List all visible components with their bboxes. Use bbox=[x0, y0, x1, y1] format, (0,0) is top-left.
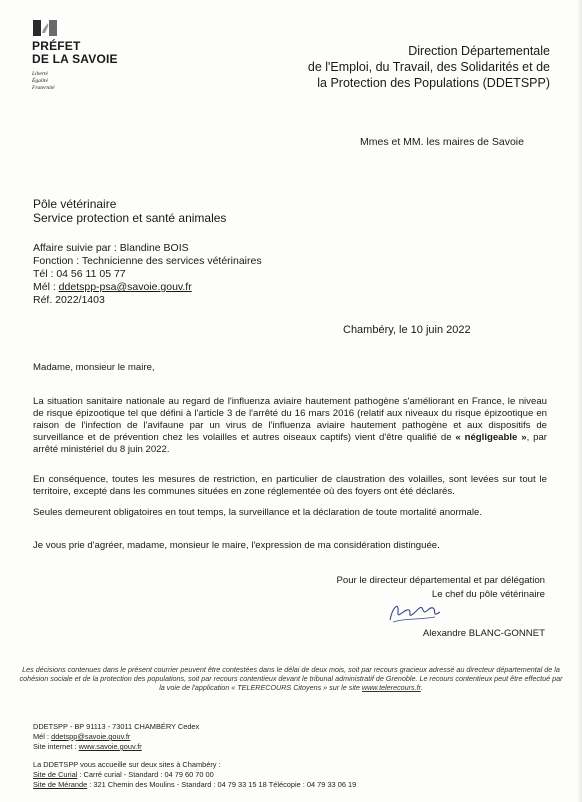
prefecture-line-2: DE LA SAVOIE bbox=[32, 52, 118, 66]
contact-followed-by: Affaire suivie par : Blandine BOIS bbox=[33, 242, 189, 254]
footer-site bbox=[33, 742, 142, 751]
direction-line-3: la Protection des Populations (DDETSPP) bbox=[317, 76, 550, 90]
footer-sites-intro: La DDETSPP vous accueille sur deux sites à Chambéry : bbox=[33, 760, 221, 769]
footer-site-link[interactable]: www.savoie.gouv.fr bbox=[78, 742, 142, 751]
motto-egalite: Égalité bbox=[32, 78, 48, 84]
direction-line-1: Direction Départementale bbox=[408, 44, 550, 58]
direction-line-2: de l'Emploi, du Travail, des Solidarités et de bbox=[307, 60, 550, 74]
motto-fraternite: Fraternité bbox=[32, 85, 55, 91]
footer-mel-label: Mél : bbox=[33, 732, 52, 741]
footer-mel-link[interactable]: ddetspp@savoie.gouv.fr bbox=[51, 732, 131, 741]
prefecture-line-1: PRÉFET bbox=[32, 39, 81, 53]
legal-notice-end: . bbox=[420, 683, 423, 692]
contact-email-label: Mél : bbox=[33, 281, 59, 293]
footer-site-label: Site internet : bbox=[33, 742, 79, 751]
contact-reference: Réf. 2022/1403 bbox=[33, 294, 105, 306]
paragraph-1-text: La situation sanitaire nationale au regard de l'influenza aviaire hautement pathogène s'améliorant en France, le niveau de risque épizootique tel que défini à l'article 3 de l'arrêté du 16 mars 2016 (relatif aux niveaux du risque épizootique en raison de l'infection de l'avifaune par un virus de l'influenza aviaire hautement pathogène et aux dispositifs de surveillance et de prévention chez les volailles et autres oiseaux captifs) vient d'être qualifié de bbox=[33, 396, 547, 443]
motto-liberte: Liberté bbox=[32, 71, 48, 77]
telerecours-link[interactable]: www.telerecours.fr bbox=[361, 683, 421, 692]
footer-merande-label: Site de Mérande bbox=[33, 780, 88, 789]
signature-line-2: Le chef du pôle vétérinaire bbox=[431, 589, 545, 600]
footer-curial-text: : Carré curial - Standard : 04 79 60 70 00 bbox=[77, 770, 214, 779]
legal-notice bbox=[16, 665, 566, 692]
contact-function: Fonction : Technicienne des services vétérinaires bbox=[33, 255, 262, 267]
direction-header bbox=[250, 43, 550, 91]
service-block bbox=[33, 197, 226, 225]
footer-curial-label: Site de Curial bbox=[33, 770, 78, 779]
salutation: Madame, monsieur le maire, bbox=[33, 362, 155, 373]
service-pole: Pôle vétérinaire bbox=[33, 197, 117, 211]
republic-motto bbox=[32, 71, 55, 92]
footer-site-merande bbox=[33, 780, 356, 789]
contact-block bbox=[33, 242, 262, 307]
legal-notice-text: Les décisions contenues dans le présent courrier peuvent être contestées dans le délai de deux mois, soit par recours gracieux adressé au directeur départemental de la cohésion sociale et de la protection des populations, soit par recours contentieux devant le tribunal administratif de Grenoble. Le recours contentieux peut être effectué par la voie de l'application « TELERECOURS Citoyens » sur le site bbox=[19, 665, 563, 692]
signatory-name: Alexandre BLANC-GONNET bbox=[422, 628, 545, 639]
footer-site-curial bbox=[33, 770, 214, 779]
prefecture-name bbox=[32, 40, 118, 66]
paragraph-1 bbox=[33, 396, 547, 456]
contact-email-link[interactable]: ddetspp-psa@savoie.gouv.fr bbox=[58, 281, 192, 293]
recipients: Mmes et MM. les maires de Savoie bbox=[360, 136, 524, 148]
handwritten-signature bbox=[385, 598, 445, 628]
footer-merande-text: : 321 Chemin des Moulins - Standard : 04 79 33 15 18 Télécopie : 04 79 33 06 19 bbox=[87, 780, 357, 789]
footer-mel bbox=[33, 732, 130, 741]
contact-email-line bbox=[33, 281, 262, 294]
signature-line-1: Pour le directeur départemental et par délégation bbox=[336, 575, 545, 586]
place-date: Chambéry, le 10 juin 2022 bbox=[343, 324, 471, 336]
paragraph-1-bold: « négligeable » bbox=[455, 432, 527, 443]
paragraph-4: Je vous prie d'agréer, madame, monsieur le maire, l'expression de ma considération distinguée. bbox=[33, 540, 440, 551]
footer-address: DDETSPP - BP 91113 - 73011 CHAMBÉRY Cedex bbox=[33, 722, 200, 731]
scan-edge-shadow bbox=[577, 0, 582, 802]
contact-phone: Tél : 04 56 11 05 77 bbox=[33, 268, 126, 280]
paragraph-2: En conséquence, toutes les mesures de restriction, en particulier de claustration des volailles, sont levées sur tout le territoire, excepté dans les communes situées en zone réglementée où des foyers ont été déclarés. bbox=[33, 474, 547, 497]
marianne-logo bbox=[33, 20, 63, 36]
paragraph-1-end: , par arrêté ministériel du 8 juin 2022. bbox=[33, 432, 547, 455]
service-unit: Service protection et santé animales bbox=[33, 211, 227, 225]
paragraph-3: Seules demeurent obligatoires en tout temps, la surveillance et la déclaration de toute mortalité anormale. bbox=[33, 507, 483, 518]
